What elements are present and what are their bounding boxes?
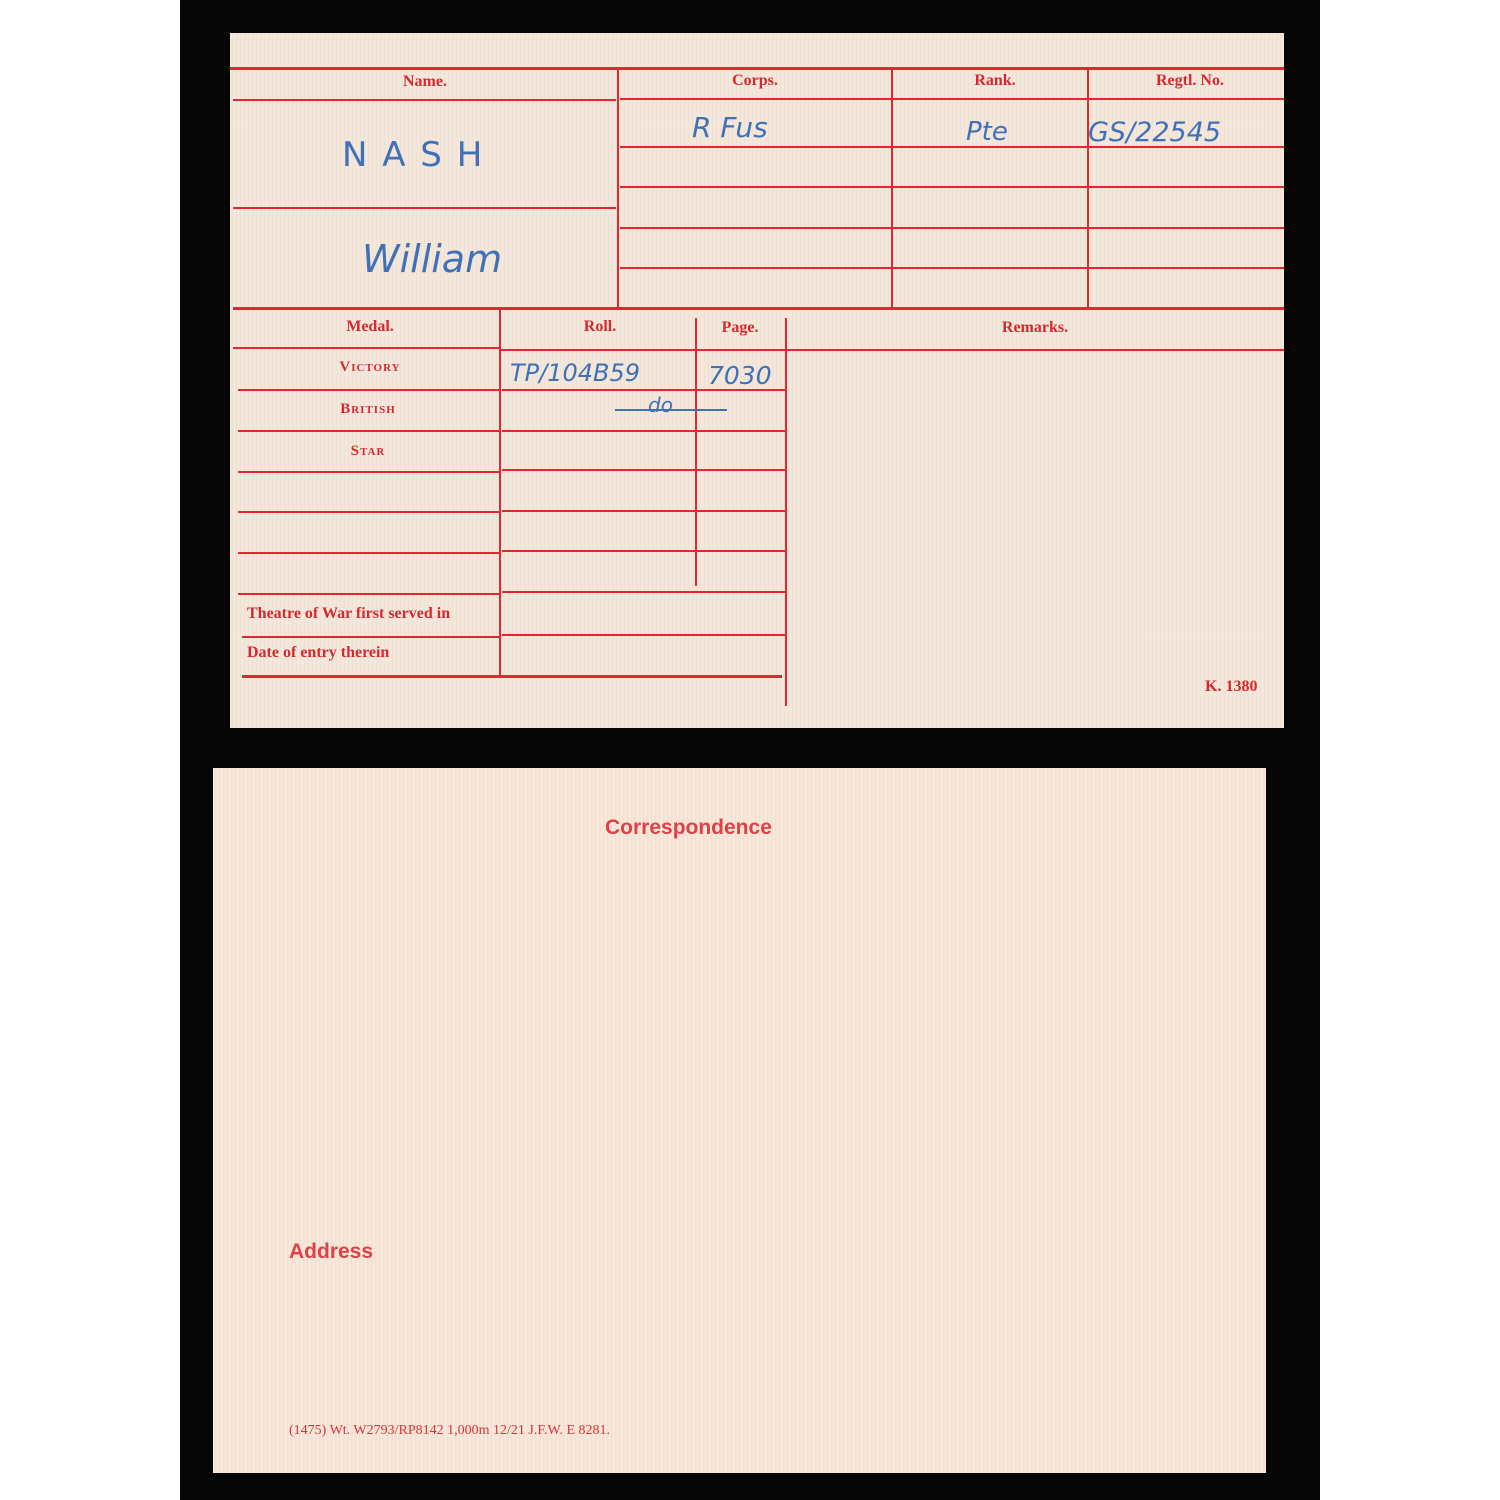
roll-row-4 xyxy=(502,510,785,512)
name-mid-rule xyxy=(233,207,616,209)
top-rule xyxy=(230,67,1284,70)
grid-row-4 xyxy=(620,267,1284,269)
header-rule xyxy=(620,98,1284,100)
medal-victory-label: Victory xyxy=(339,359,401,375)
roll-row-6 xyxy=(502,591,785,593)
medal-row-6 xyxy=(238,593,499,595)
regtl-no-entry: GS/22545 xyxy=(1088,117,1222,148)
roll-header: Roll. xyxy=(583,318,617,335)
regtl-no-header: Regtl. No. xyxy=(1156,72,1224,89)
rank-divider xyxy=(1087,69,1089,307)
form-code: K. 1380 xyxy=(1205,678,1258,695)
roll-divider xyxy=(695,318,697,586)
medal-row-5 xyxy=(238,552,499,554)
forename-entry: William xyxy=(362,237,503,281)
name-header: Name. xyxy=(403,73,447,90)
rank-header: Rank. xyxy=(974,72,1016,89)
medal-row-3 xyxy=(238,471,499,473)
bottom-rule xyxy=(242,675,782,678)
corps-entry: R Fus xyxy=(692,111,768,144)
victory-page-entry: 7030 xyxy=(708,361,772,390)
roll-row-2 xyxy=(502,430,785,432)
theatre-label: Theatre of War first served in xyxy=(247,605,451,622)
roll-row-3 xyxy=(502,469,785,471)
medal-british-label: British xyxy=(340,401,396,417)
corps-header: Corps. xyxy=(732,72,778,89)
medal-card-front xyxy=(230,33,1284,728)
medal-row-2 xyxy=(238,430,499,432)
name-divider xyxy=(617,69,619,307)
rank-entry: Pte xyxy=(966,117,1008,147)
medal-header: Medal. xyxy=(346,318,394,335)
surname-entry: N A S H xyxy=(342,135,485,175)
medal-header-rule xyxy=(233,347,499,349)
page-header: Page. xyxy=(721,319,759,336)
medal-row-1 xyxy=(238,389,499,391)
address-heading: Address xyxy=(289,1240,374,1263)
grid-row-3 xyxy=(620,227,1284,229)
lower-header-rule xyxy=(501,349,1284,351)
page-divider xyxy=(785,318,787,706)
roll-row-7 xyxy=(502,634,785,636)
medal-star-label: Star xyxy=(350,443,386,459)
correspondence-heading: Correspondence xyxy=(605,816,772,839)
medal-divider xyxy=(499,310,501,678)
victory-roll-entry: TP/104B59 xyxy=(510,359,641,387)
printer-imprint: (1475) Wt. W2793/RP8142 1,000m 12/21 J.F.W. E 8281. xyxy=(289,1423,611,1438)
name-header-rule xyxy=(233,99,616,101)
theatre-row xyxy=(242,636,499,638)
british-roll-entry: do xyxy=(648,393,673,417)
medal-card-back xyxy=(213,768,1266,1473)
date-entry-label: Date of entry therein xyxy=(247,644,390,661)
roll-row-5 xyxy=(502,550,785,552)
corps-divider xyxy=(891,69,893,307)
remarks-header: Remarks. xyxy=(1001,319,1069,336)
grid-row-2 xyxy=(620,186,1284,188)
medal-row-4 xyxy=(238,511,499,513)
section-rule xyxy=(233,307,1284,310)
